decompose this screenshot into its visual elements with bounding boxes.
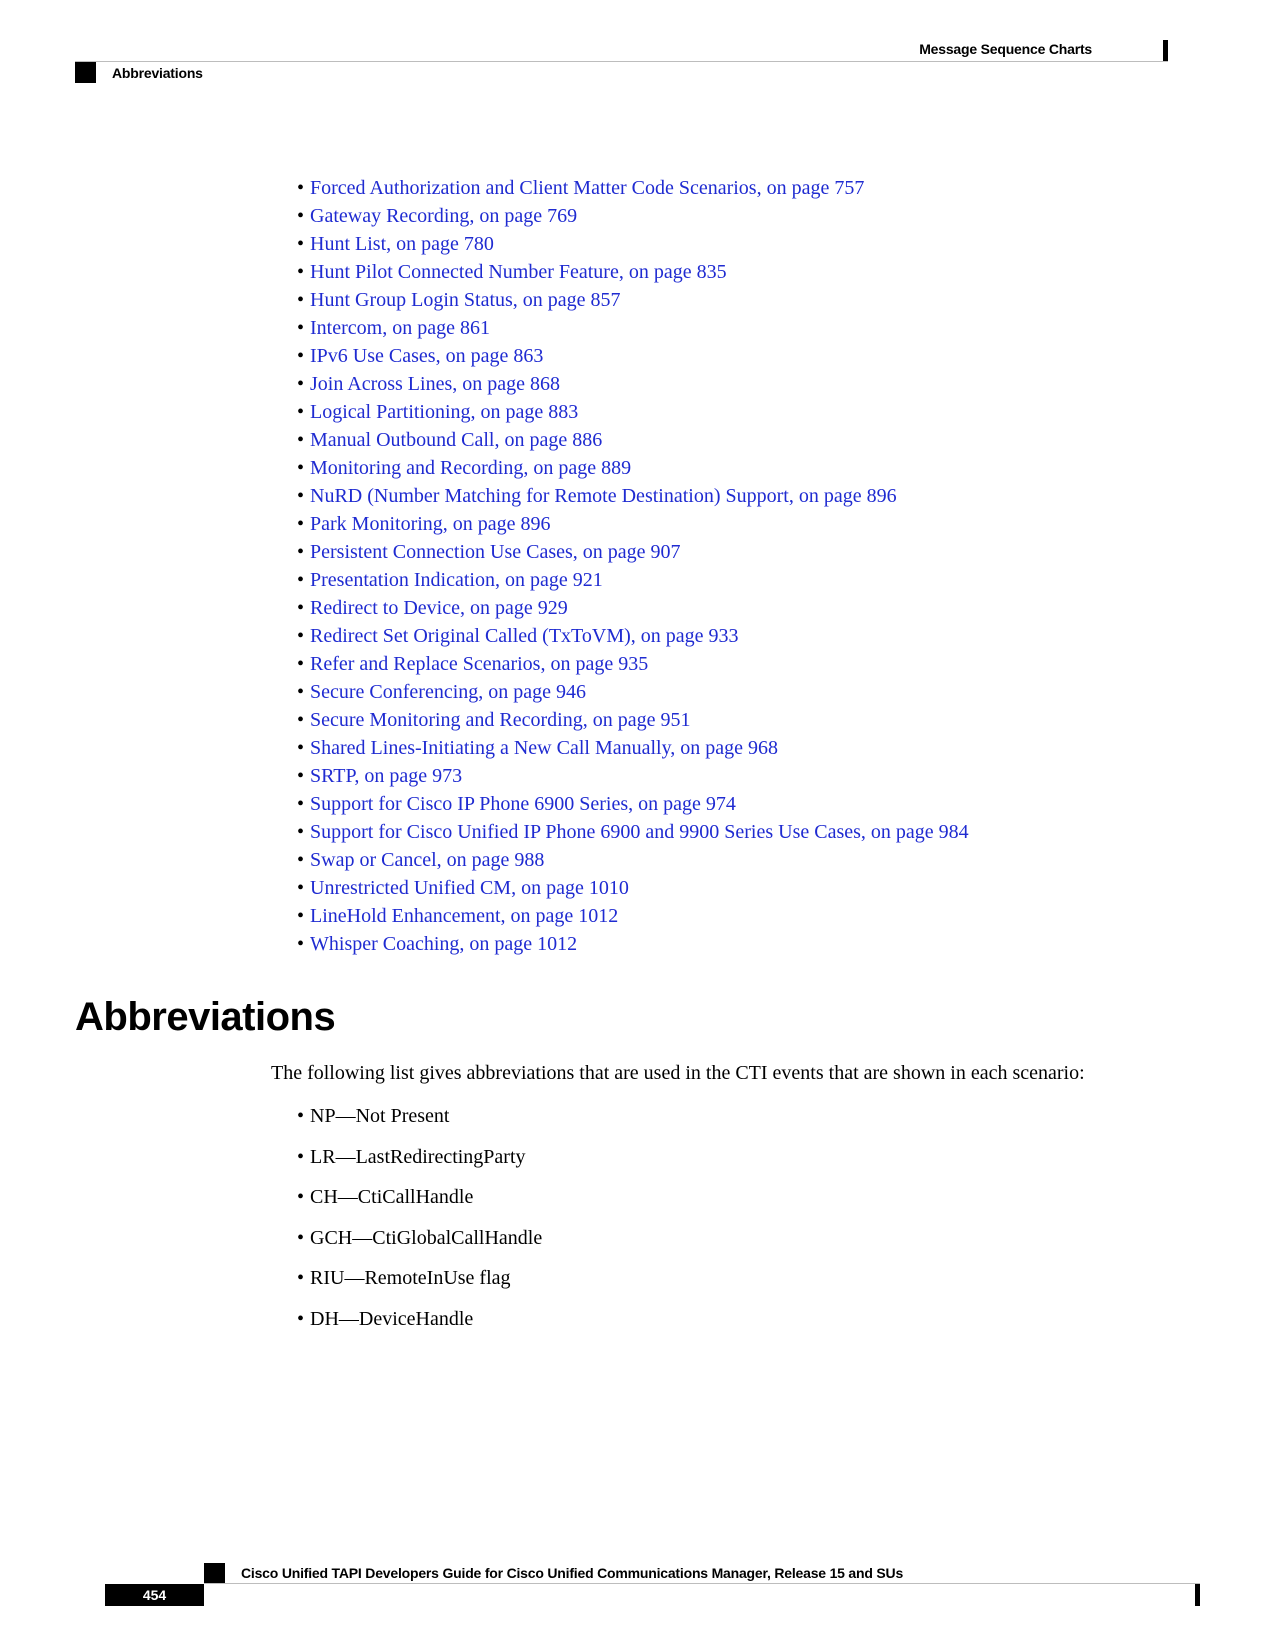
toc-link[interactable]: Swap or Cancel, on page 988: [310, 849, 545, 871]
footer-book-title: Cisco Unified TAPI Developers Guide for Cisco Unified Communications Manager, Release 15 and SUs: [241, 1565, 904, 1581]
abbreviation-list: [297, 1096, 542, 1340]
toc-item: [297, 258, 969, 286]
abbreviation-item: [297, 1218, 542, 1259]
bullet-icon: •: [297, 317, 305, 339]
bullet-icon: •: [297, 541, 305, 563]
toc-item: [297, 510, 969, 538]
bullet-icon: •: [297, 429, 305, 451]
bullet-icon: •: [297, 821, 305, 843]
toc-item: [297, 202, 969, 230]
bullet-icon: •: [297, 457, 305, 479]
toc-item: [297, 370, 969, 398]
toc-item: [297, 874, 969, 902]
bullet-icon: •: [297, 373, 305, 395]
abbreviation-item: [297, 1258, 542, 1299]
toc-item: [297, 930, 969, 958]
abbreviation-text: RIU—RemoteInUse flag: [310, 1267, 511, 1290]
bullet-icon: •: [297, 1145, 305, 1168]
abbreviation-item: [297, 1096, 542, 1137]
toc-item: [297, 706, 969, 734]
bullet-icon: •: [297, 1105, 305, 1127]
toc-link[interactable]: Logical Partitioning, on page 883: [310, 401, 579, 423]
toc-item: [297, 846, 969, 874]
bullet-icon: •: [297, 205, 305, 227]
bullet-icon: •: [297, 709, 305, 731]
bullet-icon: •: [297, 849, 305, 871]
bullet-icon: •: [297, 933, 305, 955]
toc-link[interactable]: Manual Outbound Call, on page 886: [310, 429, 603, 451]
bullet-icon: •: [297, 569, 305, 591]
toc-item: [297, 454, 969, 482]
toc-link[interactable]: Redirect to Device, on page 929: [310, 597, 568, 619]
toc-item: [297, 482, 969, 510]
bullet-icon: •: [297, 905, 305, 927]
bullet-icon: •: [297, 401, 305, 423]
bullet-icon: •: [297, 681, 305, 703]
abbreviation-text: DH—DeviceHandle: [310, 1307, 474, 1330]
header-rule: [75, 61, 1168, 62]
bullet-icon: •: [297, 1267, 305, 1290]
bullet-icon: •: [297, 485, 305, 507]
header-marker-square: [75, 62, 96, 83]
header-marker-bar: [1163, 40, 1168, 62]
toc-link[interactable]: IPv6 Use Cases, on page 863: [310, 345, 544, 367]
toc-link[interactable]: Whisper Coaching, on page 1012: [310, 933, 578, 955]
abbreviation-text: GCH—CtiGlobalCallHandle: [310, 1226, 543, 1249]
abbreviation-text: LR—LastRedirectingParty: [310, 1145, 526, 1168]
toc-item: [297, 594, 969, 622]
toc-item: [297, 790, 969, 818]
toc-link[interactable]: Hunt Pilot Connected Number Feature, on page 835: [310, 261, 727, 283]
footer-marker-square: [204, 1563, 225, 1584]
page-number: 454: [105, 1584, 204, 1606]
toc-item: [297, 538, 969, 566]
toc-link[interactable]: LineHold Enhancement, on page 1012: [310, 905, 619, 927]
footer-rule: [204, 1583, 1200, 1584]
bullet-icon: •: [297, 653, 305, 675]
bullet-icon: •: [297, 625, 305, 647]
toc-link[interactable]: Support for Cisco Unified IP Phone 6900 and 9900 Series Use Cases, on page 984: [310, 821, 969, 843]
toc-link[interactable]: Gateway Recording, on page 769: [310, 205, 578, 227]
toc-item: [297, 398, 969, 426]
toc-item: [297, 902, 969, 930]
bullet-icon: •: [297, 793, 305, 815]
running-header-chapter: Message Sequence Charts: [919, 41, 1092, 57]
toc-link[interactable]: Redirect Set Original Called (TxToVM), on page 933: [310, 625, 739, 647]
abbreviation-text: NP—Not Present: [310, 1105, 450, 1127]
bullet-icon: •: [297, 737, 305, 759]
abbreviation-item: [297, 1299, 542, 1340]
section-title: Abbreviations: [75, 995, 336, 1039]
bullet-icon: •: [297, 513, 305, 535]
toc-item: [297, 314, 969, 342]
toc-item: [297, 174, 969, 202]
toc-item: [297, 342, 969, 370]
bullet-icon: •: [297, 765, 305, 787]
abbreviation-text: CH—CtiCallHandle: [310, 1186, 474, 1209]
toc-item: [297, 762, 969, 790]
bullet-icon: •: [297, 1307, 305, 1330]
toc-item: [297, 230, 969, 258]
toc-link[interactable]: Secure Conferencing, on page 946: [310, 681, 587, 703]
toc-link[interactable]: Persistent Connection Use Cases, on page 907: [310, 541, 681, 563]
bullet-icon: •: [297, 877, 305, 899]
toc-link[interactable]: Presentation Indication, on page 921: [310, 569, 603, 591]
toc-item: [297, 818, 969, 846]
toc-link[interactable]: Unrestricted Unified CM, on page 1010: [310, 877, 629, 899]
bullet-icon: •: [297, 261, 305, 283]
abbreviation-item: [297, 1177, 542, 1218]
section-intro: The following list gives abbreviations that are used in the CTI events that are shown in each scenario:: [271, 1062, 1085, 1084]
toc-item: [297, 678, 969, 706]
toc-link[interactable]: Support for Cisco IP Phone 6900 Series, on page 974: [310, 793, 736, 815]
running-header-section: Abbreviations: [112, 65, 203, 81]
toc-item: [297, 286, 969, 314]
bullet-icon: •: [297, 233, 305, 255]
toc-link[interactable]: Park Monitoring, on page 896: [310, 513, 551, 535]
toc-item: [297, 622, 969, 650]
bullet-icon: •: [297, 597, 305, 619]
toc-link[interactable]: Join Across Lines, on page 868: [310, 373, 560, 395]
toc-item: [297, 566, 969, 594]
toc-item: [297, 650, 969, 678]
bullet-icon: •: [297, 177, 305, 199]
toc-link[interactable]: Intercom, on page 861: [310, 317, 490, 339]
toc-link[interactable]: SRTP, on page 973: [310, 765, 463, 787]
toc-link[interactable]: Monitoring and Recording, on page 889: [310, 457, 632, 479]
toc-link[interactable]: Hunt List, on page 780: [310, 233, 494, 255]
toc-item: [297, 734, 969, 762]
bullet-icon: •: [297, 289, 305, 311]
toc-link[interactable]: Refer and Replace Scenarios, on page 935: [310, 653, 649, 675]
toc-link[interactable]: Shared Lines-Initiating a New Call Manually, on page 968: [310, 737, 779, 759]
abbreviation-item: [297, 1137, 542, 1178]
bullet-icon: •: [297, 345, 305, 367]
toc-link-list: [297, 174, 969, 958]
bullet-icon: •: [297, 1186, 305, 1209]
toc-link[interactable]: NuRD (Number Matching for Remote Destination) Support, on page 896: [310, 485, 897, 507]
bullet-icon: •: [297, 1226, 305, 1249]
toc-link[interactable]: Forced Authorization and Client Matter Code Scenarios, on page 757: [310, 177, 865, 199]
toc-link[interactable]: Hunt Group Login Status, on page 857: [310, 289, 621, 311]
footer-marker-bar: [1195, 1584, 1200, 1606]
toc-link[interactable]: Secure Monitoring and Recording, on page 951: [310, 709, 691, 731]
toc-item: [297, 426, 969, 454]
